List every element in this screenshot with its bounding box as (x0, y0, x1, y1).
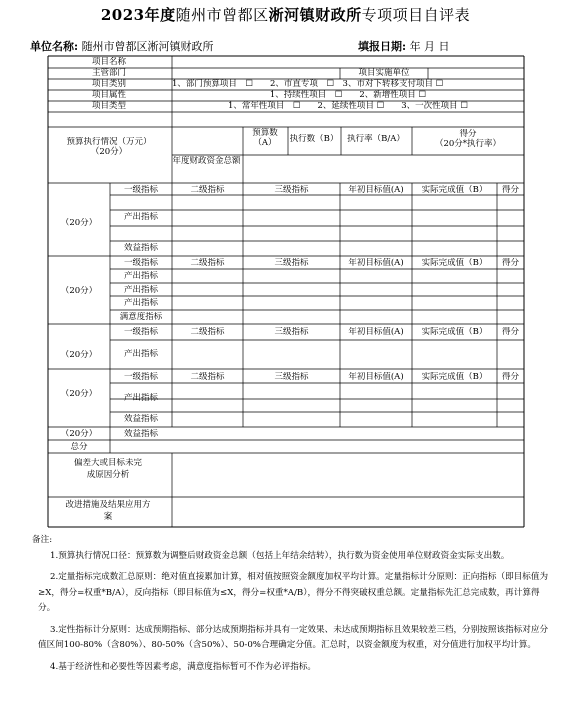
unit-name-field: 单位名称: 随州市曾都区淅河镇财政所 (30, 40, 214, 53)
benefit-indicator-label: 效益指标 (123, 243, 158, 253)
project-name-label: 项目名称 (91, 57, 126, 67)
attribute-options: 1、持续性项目 ☐ 2、新增性项目 ☐ (269, 90, 427, 100)
target-header: 年初目标值(A) (348, 185, 404, 195)
target-header: 年初目标值(A) (348, 258, 404, 268)
benefit-indicator-label: 效益指标 (123, 429, 158, 439)
level1-header: 一级指标 (123, 258, 158, 268)
block5-points: （20分） (60, 429, 98, 439)
budget-plan-header: 预算数（A） (252, 128, 278, 148)
impl-unit-label: 项目实施单位 (358, 68, 410, 78)
actual-header: 实际完成值（B） (421, 185, 488, 195)
level2-header: 二级指标 (190, 327, 225, 337)
exec-amount-header: 执行数（B） (289, 134, 339, 144)
level2-header: 二级指标 (190, 372, 225, 382)
output-indicator-label: 产出指标 (123, 285, 158, 295)
block3-points: （20分） (60, 350, 98, 360)
level3-header: 三级指标 (274, 258, 309, 268)
target-header: 年初目标值(A) (348, 372, 404, 382)
page-title: 2023年度随州市曾都区淅河镇财政所专项项目自评表 (100, 6, 471, 24)
category-options: 1、部门预算项目 ☐ 2、市直专项 ☐ 3、市对下转移支付项目 ☐ (172, 79, 444, 89)
improvement-plan-label: 改进措施及结果应用方案 (65, 500, 151, 522)
actual-header: 实际完成值（B） (421, 258, 488, 268)
output-indicator-label: 产出指标 (123, 212, 158, 222)
score-col-header: 得分 (501, 327, 519, 337)
category-label: 项目类别 (91, 79, 126, 89)
annual-total-label: 年度财政资金总额 (172, 156, 241, 166)
level1-header: 一级指标 (123, 327, 158, 337)
block1-points: （20分） (60, 218, 98, 228)
output-indicator-label: 产出指标 (123, 271, 158, 281)
level2-header: 二级指标 (190, 258, 225, 268)
block4-points: （20分） (60, 389, 98, 399)
output-indicator-label: 产出指标 (123, 349, 158, 359)
score-col-header: 得分 (501, 185, 519, 195)
dept-label: 主管部门 (91, 68, 126, 78)
benefit-indicator-label: 效益指标 (123, 414, 158, 424)
block2-points: （20分） (60, 286, 98, 296)
score-col-header: 得分 (501, 372, 519, 382)
actual-header: 实际完成值（B） (421, 327, 488, 337)
target-header: 年初目标值(A) (348, 327, 404, 337)
level3-header: 三级指标 (274, 327, 309, 337)
budget-label: 预算执行情况（万元） （20分） (66, 137, 152, 157)
level2-header: 二级指标 (190, 185, 225, 195)
level1-header: 一级指标 (123, 372, 158, 382)
report-date-field: 填报日期: 年 月 日 (358, 40, 450, 53)
score-col-header: 得分 (501, 258, 519, 268)
output-indicator-label: 产出指标 (123, 393, 158, 403)
output-indicator-label: 产出指标 (123, 298, 158, 308)
notes: 备注: 1.预算执行情况口径：预算数为调整后财政资金总额（包括上年结余结转），执行数为资金使用单位财政资金实际支出数。 2.定量指标完成数汇总原则：绝对值直接累加计算，相对值按照资金额度加权平均计算。定量指标计分原则：正向指标（即目标值为≥X，得分=权重*B/A），反向指标（即目标值为≤X，得分=权重*A/B），得分不得突破权重总额。定量指标先汇总完成数，再计算得分。 3.定性指标计分原则：达成预期指标、部分达成预期指标并具有一定效果、未达成预期指标且效果较差三档，分别按照该指标对应分值区间100-80%（含80%）、80-50%（含50%）、50-0%合理确定分值。汇总时，以资金额度为权重，对分值进行加权平均计算。 4.基于经济性和必要性等因素考虑，满意度指标暂可不作为必评指标。 (32, 535, 549, 672)
satisfaction-indicator-label: 满意度指标 (119, 312, 163, 322)
exec-rate-header: 执行率（B/A） (347, 134, 405, 144)
total-score-label: 总分 (70, 442, 88, 452)
level1-header: 一级指标 (123, 185, 158, 195)
level3-header: 三级指标 (274, 372, 309, 382)
deviation-analysis-label: 偏差大或目标未完成原因分析 (73, 458, 142, 480)
type-label: 项目类型 (91, 101, 126, 111)
type-options: 1、常年性项目 ☐ 2、延续性项目 ☐ 3、一次性项目 ☐ (228, 101, 468, 111)
attribute-label: 项目属性 (91, 90, 126, 100)
level3-header: 三级指标 (274, 185, 309, 195)
actual-header: 实际完成值（B） (421, 372, 488, 382)
score-header: 得分 （20分*执行率） (434, 129, 502, 149)
